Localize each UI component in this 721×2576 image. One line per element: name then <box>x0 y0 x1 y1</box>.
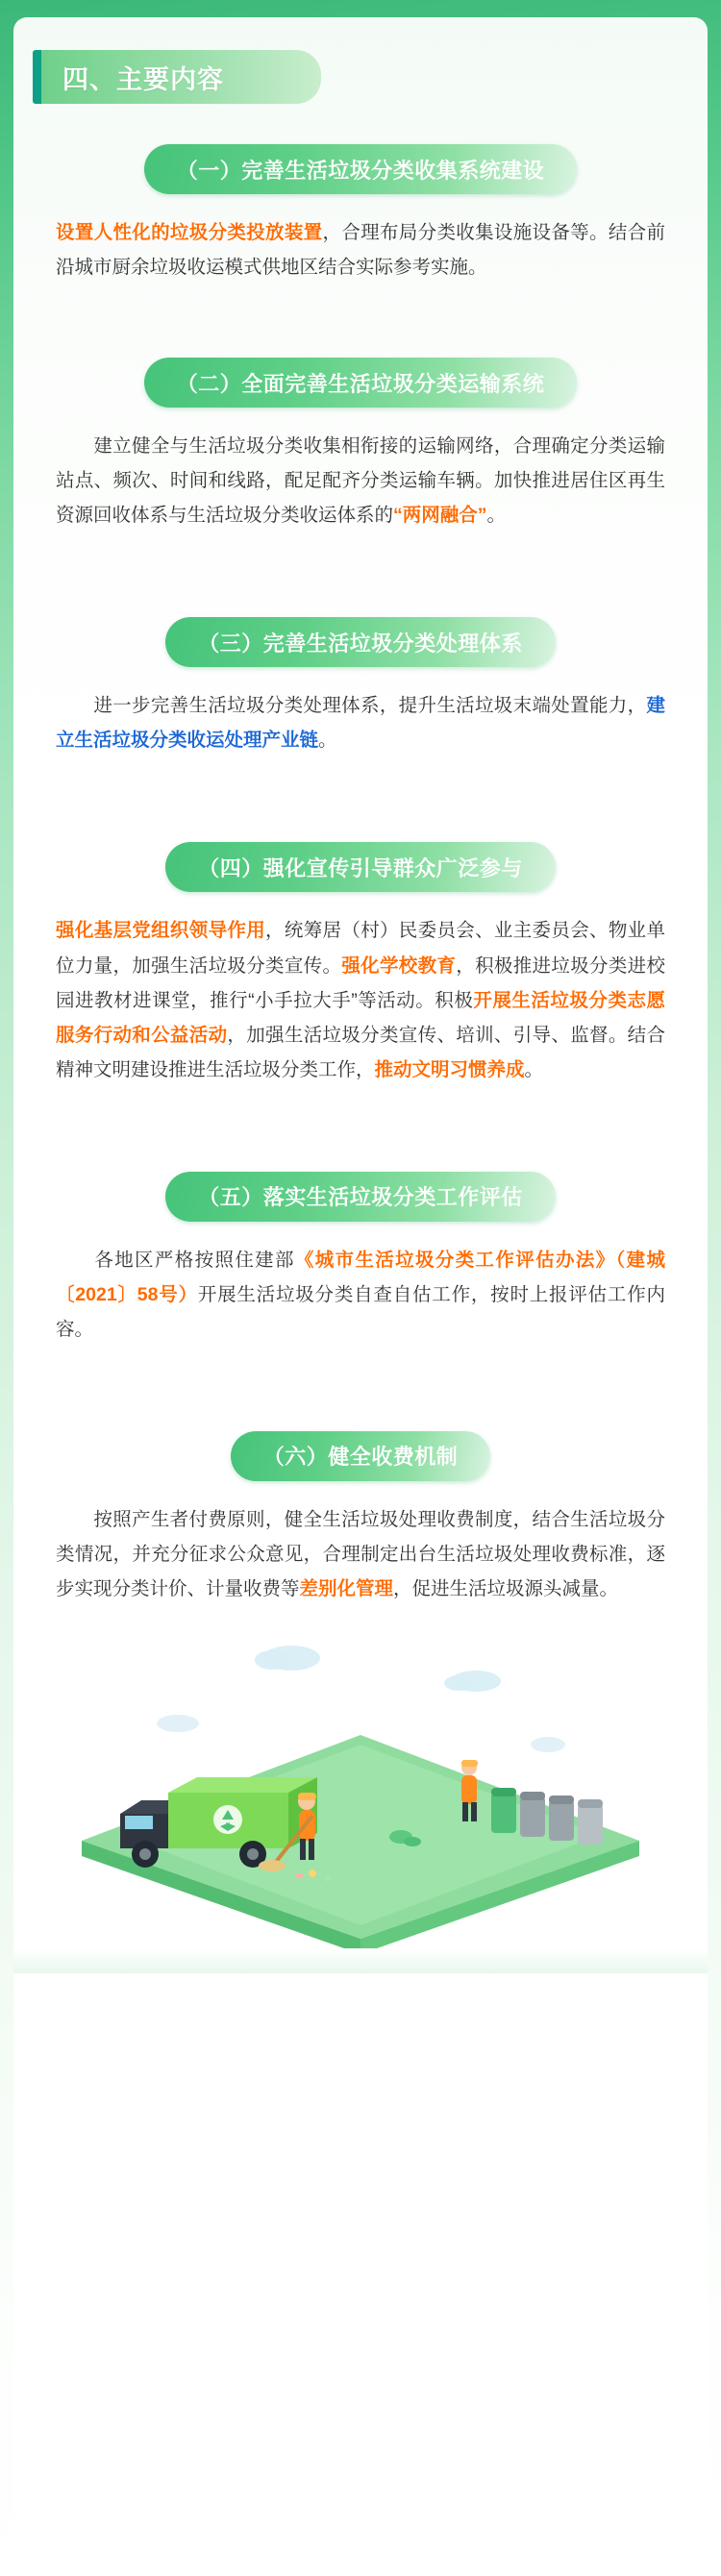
heading-accent-bar <box>33 50 41 104</box>
paragraph-4-part-5: 开展生活垃圾分类志愿服务行动和公益活动 <box>56 989 665 1046</box>
subsection-title-6: （六）健全收费机制 <box>231 1431 491 1481</box>
paragraph-1 <box>56 215 665 285</box>
paragraph-5 <box>56 1243 665 1347</box>
paragraph-1-part-2: ，合理布局分类收集设施设备等。结合前沿城市厨余垃圾收运模式供地区结合实际参考实施。 <box>56 222 665 279</box>
paragraph-6-part-3: ，促进生活垃圾源头减量。 <box>393 1578 619 1600</box>
illustration-area <box>13 1631 708 1948</box>
subsection-title-5: （五）落实生活垃圾分类工作评估 <box>165 1172 556 1222</box>
paragraph-4 <box>56 913 665 1086</box>
bottom-gradient <box>13 1948 708 1973</box>
subsection-6 <box>13 1431 708 1481</box>
paragraph-4-part-2: ，统筹居（村）民委员会、业主委员会、物业单位力量，加强生活垃圾分类宣传。 <box>56 920 665 977</box>
paragraph-5-part-2: 《城市生活垃圾分类工作评估办法》（建城〔2021〕58号） <box>56 1249 665 1305</box>
paragraph-5-part-3: 开展生活垃圾分类自查自估工作，按时上报评估工作内容。 <box>56 1283 665 1340</box>
paragraph-4-part-1: 强化基层党组织领导作用 <box>56 920 266 942</box>
paragraph-6 <box>56 1502 665 1606</box>
subsection-title-2: （二）全面完善生活垃圾分类运输系统 <box>144 358 578 408</box>
paragraph-4-part-6: ，加强生活垃圾分类宣传、培训、引导、监督。结合精神文明建设推进生活垃圾分类工作， <box>56 1024 665 1080</box>
content-card <box>13 17 708 2559</box>
garbage-truck-sorting-scene-icon <box>24 1631 697 1948</box>
paragraph-4-part-4: ，积极推进垃圾分类进校园进教材进课堂，推行“小手拉大手”等活动。积极 <box>56 954 665 1011</box>
paragraph-3-part-3: 。 <box>318 730 337 752</box>
paragraph-3-part-2: 建立生活垃圾分类收运处理产业链 <box>56 695 665 752</box>
paragraph-6-part-2: 差别化管理 <box>299 1578 394 1600</box>
paragraph-2-part-3: 。 <box>486 505 507 527</box>
subsection-title-3: （三）完善生活垃圾分类处理体系 <box>165 617 556 667</box>
subsection-3 <box>13 617 708 667</box>
subsection-5 <box>13 1172 708 1222</box>
paragraph-4-part-8: 。 <box>524 1058 544 1080</box>
paragraph-2-part-2: “两网融合” <box>393 505 487 527</box>
paragraph-2-part-1: 建立健全与生活垃圾分类收集相衔接的运输网络，合理确定分类运输站点、频次、时间和线路，配足配齐分类运输车辆。加快推进居住区再生资源回收体系与生活垃圾分类收运体系的 <box>56 435 665 527</box>
paragraph-5-part-1: 各地区严格按照住建部 <box>93 1249 295 1271</box>
subsection-4 <box>13 842 708 892</box>
paragraph-4-part-3: 强化学校教育 <box>341 954 457 977</box>
subsection-title-1: （一）完善生活垃圾分类收集系统建设 <box>144 144 578 194</box>
paragraph-3 <box>56 688 665 757</box>
subsection-2 <box>13 358 708 408</box>
section-heading-banner <box>33 50 321 104</box>
paragraph-6-part-1: 按照产生者付费原则，健全生活垃圾处理收费制度，结合生活垃圾分类情况，并充分征求公众意见，合理制定出台生活垃圾处理收费标准，逐步实现分类计价、计量收费等 <box>56 1508 665 1600</box>
paragraph-4-part-7: 推动文明习惯养成 <box>374 1058 525 1080</box>
subsection-title-4: （四）强化宣传引导群众广泛参与 <box>165 842 556 892</box>
subsection-1 <box>13 144 708 194</box>
paragraph-2 <box>56 429 665 533</box>
paragraph-3-part-1: 进一步完善生活垃圾分类处理体系，提升生活垃圾末端处置能力， <box>93 695 647 717</box>
page-title: 四、主要内容 <box>41 50 321 104</box>
paragraph-1-part-1: 设置人性化的垃圾分类投放装置 <box>56 222 323 243</box>
